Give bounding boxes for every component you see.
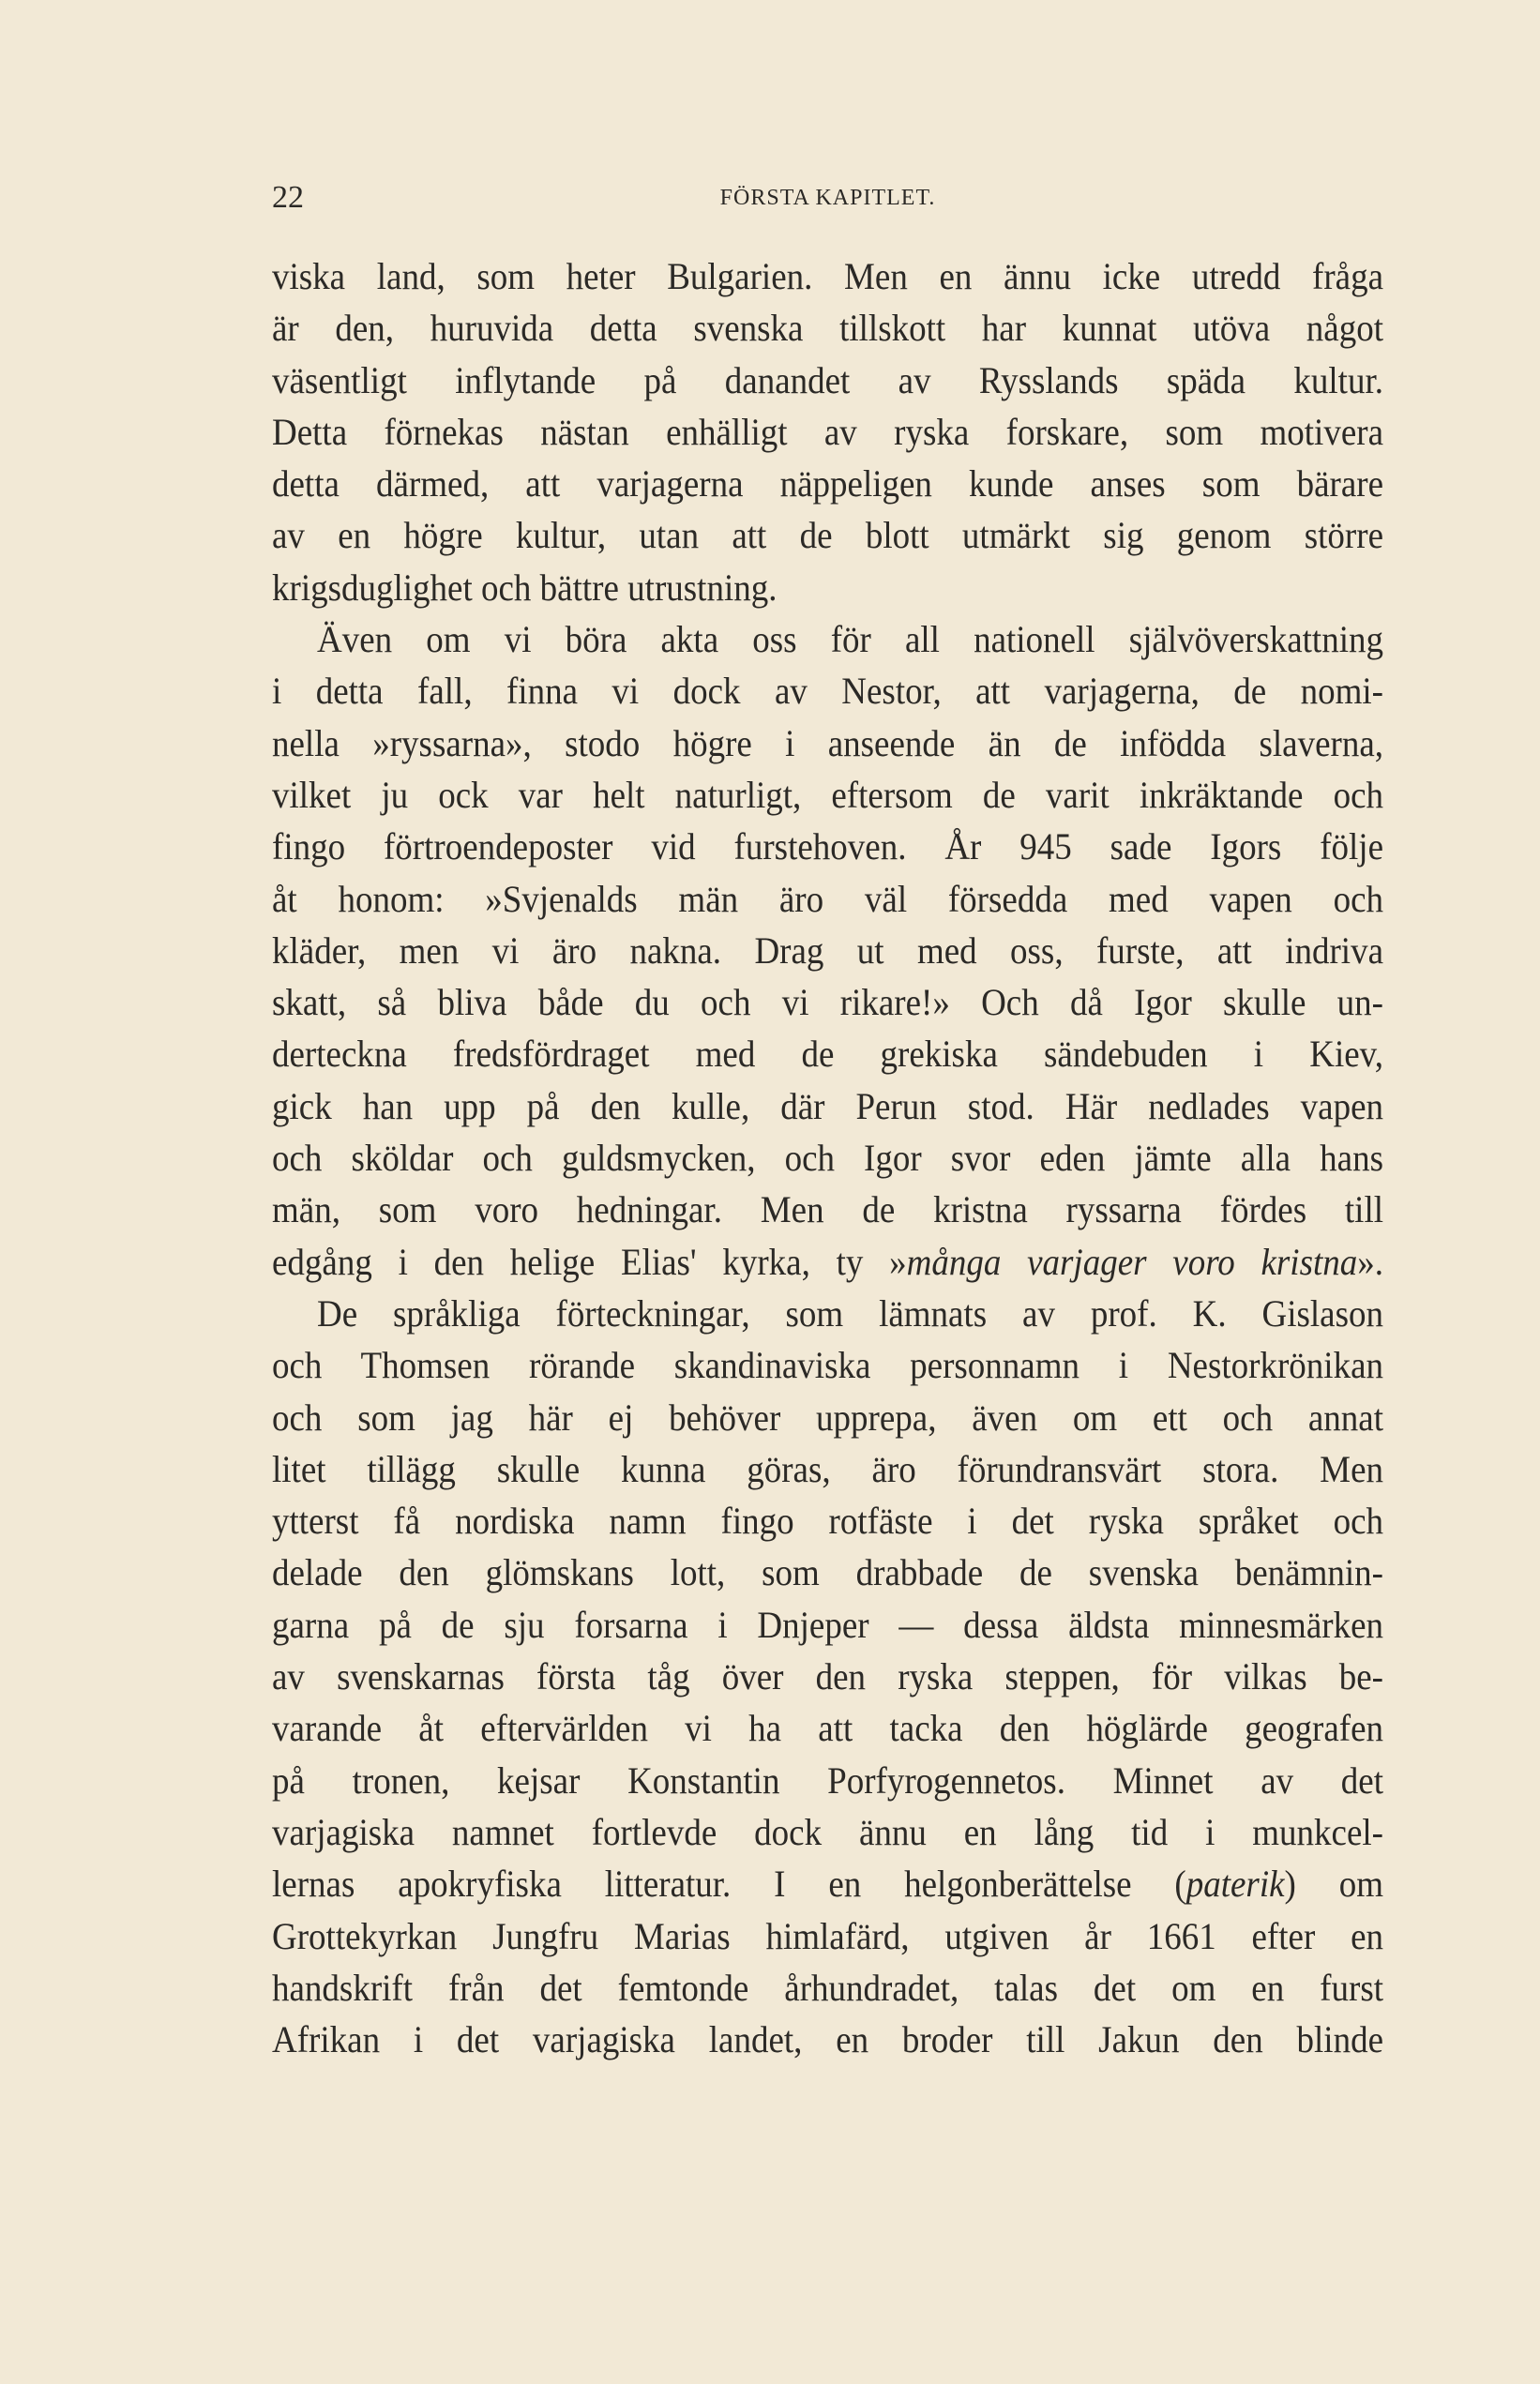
text-segment: nella »ryssarna», stodo högre i anseende än de infödda slaverna, — [272, 723, 1383, 765]
text-line — [272, 1234, 1383, 1290]
text-segment: fingo förtroendeposter vid furstehoven. År 945 sade Igors följe — [272, 826, 1383, 868]
text-line — [272, 2013, 1383, 2069]
text-line — [272, 1442, 1383, 1499]
text-line — [272, 301, 1383, 357]
text-line — [272, 924, 1383, 980]
text-line — [272, 1650, 1383, 1706]
text-line — [272, 1961, 1383, 2017]
text-line — [272, 716, 1383, 772]
body-text — [272, 251, 1383, 2066]
text-segment: detta därmed, att varjagerna näppeligen kunde anses som bärare — [272, 463, 1383, 505]
text-segment: Detta förnekas nästan enhälligt av ryska forskare, som motivera — [272, 412, 1383, 454]
text-line — [272, 871, 1383, 928]
text-line — [272, 1027, 1383, 1083]
text-segment: gick han upp på den kulle, där Perun stod. Här nedlades vapen — [272, 1086, 1383, 1128]
text-segment: av svenskarnas första tåg över den ryska steppen, för vilkas be- — [272, 1656, 1383, 1698]
text-segment: De språkliga förteckningar, som lämnats av prof. K. Gislason — [317, 1293, 1383, 1335]
text-line — [272, 1598, 1383, 1654]
text-segment: handskrift från det femtonde århundradet, talas det om en furst — [272, 1968, 1383, 2010]
page-number: 22 — [272, 180, 304, 215]
text-line — [272, 1131, 1383, 1187]
text-segment: edgång i den helige Elias' kyrka, ty » — [272, 1241, 907, 1284]
text-line — [272, 457, 1383, 513]
text-line — [272, 1494, 1383, 1550]
text-segment: varande åt eftervärlden vi ha att tacka den höglärde geografen — [272, 1708, 1383, 1750]
text-line — [272, 1338, 1383, 1395]
text-segment: på tronen, kejsar Konstantin Porfyrogennetos. Minnet av det — [272, 1759, 1383, 1803]
text-line — [272, 1909, 1383, 1965]
text-line — [272, 405, 1383, 461]
text-segment: delade den glömskans lott, som drabbade de svenska benämnin- — [272, 1552, 1383, 1595]
italic-text: paterik — [1185, 1863, 1285, 1906]
text-segment: ». — [1357, 1241, 1383, 1284]
page-header — [272, 180, 1383, 221]
text-line — [272, 768, 1383, 824]
text-line — [272, 612, 1383, 669]
text-segment: och Thomsen rörande skandinaviska personnamn i Nestorkrönikan — [272, 1345, 1383, 1387]
text-line — [272, 561, 1383, 617]
text-segment: krigsduglighet och bättre utrustning. — [272, 567, 778, 610]
text-line — [272, 353, 1383, 409]
text-line — [272, 1183, 1383, 1239]
text-segment: ) om — [1284, 1863, 1383, 1906]
text-line — [272, 664, 1383, 720]
text-line — [272, 975, 1383, 1032]
text-segment: Även om vi böra akta oss för all nationell självöverskattning — [317, 619, 1383, 661]
text-segment: i detta fall, finna vi dock av Nestor, att varjagerna, de nomi- — [272, 671, 1383, 714]
text-line — [272, 820, 1383, 876]
text-segment: Afrikan i det varjagiska landet, en broder till Jakun den blinde — [272, 2019, 1383, 2061]
text-segment: och som jag här ej behöver upprepa, även om ett och annat — [272, 1396, 1383, 1440]
text-segment: Grottekyrkan Jungfru Marias himlafärd, utgiven år 1661 efter en — [272, 1915, 1383, 1958]
text-segment: litet tillägg skulle kunna göras, äro förundransvärt stora. Men — [272, 1449, 1383, 1491]
text-segment: av en högre kultur, utan att de blott utmärkt sig genom större — [272, 515, 1383, 558]
text-segment: är den, huruvida detta svenska tillskott har kunnat utöva något — [272, 308, 1383, 350]
text-segment: lernas apokryfiska litteratur. I en helgonberättelse ( — [272, 1863, 1186, 1906]
text-segment: viska land, som heter Bulgarien. Men en ännu icke utredd fråga — [272, 256, 1383, 298]
text-segment: varjagiska namnet fortlevde dock ännu en lång tid i munkcel- — [272, 1812, 1383, 1854]
text-segment: väsentligt inflytande på danandet av Rysslands späda kultur. — [272, 359, 1383, 402]
text-line — [272, 1287, 1383, 1343]
running-title: FÖRSTA KAPITLET. — [719, 186, 936, 210]
text-segment: vilket ju ock var helt naturligt, eftersom de varit inkräktande och — [272, 775, 1383, 817]
text-line — [272, 1753, 1383, 1809]
text-line — [272, 1857, 1383, 1913]
text-line — [272, 1546, 1383, 1602]
text-segment: kläder, men vi äro nakna. Drag ut med oss, furste, att indriva — [272, 930, 1383, 973]
italic-text: många varjager voro kristna — [906, 1241, 1358, 1284]
text-segment: och sköldar och guldsmycken, och Igor svor eden jämte alla hans — [272, 1138, 1383, 1180]
text-line — [272, 1079, 1383, 1136]
text-segment: ytterst få nordiska namn fingo rotfäste i det ryska språket och — [272, 1501, 1383, 1543]
text-line — [272, 249, 1383, 306]
text-segment: åt honom: »Svjenalds män äro väl försedda med vapen och — [272, 878, 1383, 921]
text-line — [272, 508, 1383, 565]
text-line — [272, 1701, 1383, 1758]
text-line — [272, 1390, 1383, 1446]
text-segment: derteckna fredsfördraget med de grekiska sändebuden i Kiev, — [272, 1034, 1383, 1077]
text-segment: män, som voro hedningar. Men de kristna ryssarna fördes till — [272, 1189, 1383, 1231]
text-segment: garna på de sju forsarna i Dnjeper — dessa äldsta minnesmärken — [272, 1605, 1383, 1647]
text-segment: skatt, så bliva både du och vi rikare!» Och då Igor skulle un- — [272, 982, 1383, 1024]
text-line — [272, 1805, 1383, 1862]
